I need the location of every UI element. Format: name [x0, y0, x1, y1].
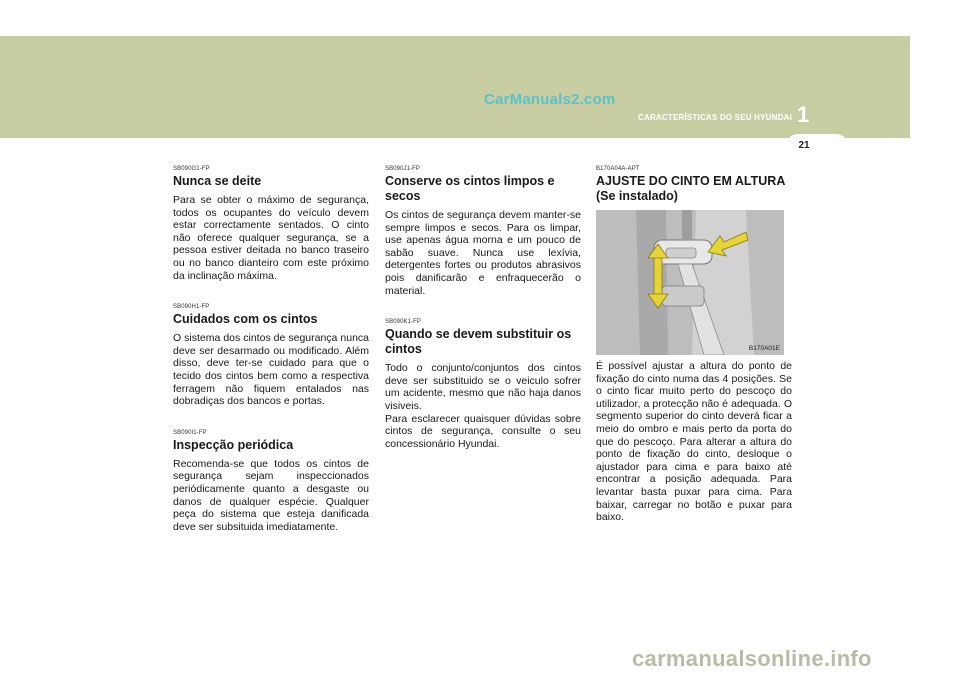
seatbelt-illustration — [596, 210, 784, 355]
page-number: 21 — [798, 140, 810, 151]
section-code: SB090G1-FP — [173, 166, 210, 172]
section-code: SB090J1-FP — [385, 166, 421, 172]
section-heading: Inspecção periódica — [173, 437, 294, 452]
section-body: É possível ajustar a altura do ponto de fixação do cinto numa das 4 posições. Se o cinto ficar muito perto do pescoço do utilizador, a protecção não é adequada. O segmento superior do cinto deverá ficar a meio do ombro e mais perto da porta do que do pescoço. Para alterar a altura do ponto de fixação do cinto, desloque o ajustador para cima e para baixo até encontrar a posição adequada. Para levantar basta puxar para cima. Para baixar, carregar no botão e puxar para baixo. — [596, 360, 792, 524]
watermark-link[interactable]: CarManuals2.com — [484, 91, 616, 108]
section-heading: Cuidados com os cintos — [173, 312, 318, 327]
section-belt-care — [173, 304, 369, 408]
text-column-2 — [385, 166, 581, 472]
section-never-lie-down — [173, 166, 369, 282]
section-body: Recomenda-se que todos os cintos de segurança sejam inspeccionados periódicamente quanto a desgaste ou danos de qualquer espécie. Qualquer peça do sistema que esteja danificada deve ser subsituida imediatamente. — [173, 457, 369, 533]
section-replace-belts — [385, 319, 581, 450]
section-code: B170A04A-APT — [596, 166, 640, 172]
section-periodic-inspection — [173, 430, 369, 534]
header-band — [0, 36, 910, 138]
section-body: Para se obter o máximo de segurança, todos os ocupantes do veículo devem estar correctamente sentados. O cinto não oferece qualquer segurança, se a pessoa estiver deitada no banco traseiro ou no banco dianteiro com este próximo da inclinação máxima. — [173, 194, 369, 282]
text-column-1 — [173, 166, 369, 555]
right-margin — [910, 36, 960, 678]
figure-label: B170A01E — [748, 345, 780, 352]
text-column-3 — [596, 166, 792, 546]
section-heading: AJUSTE DO CINTO EM ALTURA (Se instalado) — [596, 174, 785, 203]
chapter-number: 1 — [797, 102, 810, 127]
section-height-adjust — [596, 166, 792, 524]
belt-height-figure — [596, 210, 784, 355]
section-body: Os cintos de segurança devem manter-se sempre limpos e secos. Para os limpar, use apenas água morna e um pouco de sabão suave. Nunca use lexívia, detergentes fortes ou produtos abrasivos pois danificarão e enfraquecerão o material. — [385, 209, 581, 297]
section-heading: Nunca se deite — [173, 174, 262, 188]
section-code: SB090K1-FP — [385, 319, 422, 326]
chapter-title: CARACTERÍSTICAS DO SEU HYUNDAI — [637, 113, 792, 122]
section-keep-clean — [385, 166, 581, 297]
top-margin — [0, 0, 960, 36]
section-heading: Quando se devem substituir os cintos — [385, 327, 572, 357]
section-heading: Conserve os cintos limpos e secos — [385, 174, 555, 203]
section-code: SB090I1-FP — [173, 429, 207, 436]
section-body: Todo o conjunto/conjuntos dos cintos deve ser substituido se o veiculo sofrer um acidente, mesmo que não haja danos visiveis. Para esclarecer quaisquer dúvidas sobre cintos de segurança, consulte o seu concessionário Hyundai. — [385, 362, 581, 450]
section-body: O sistema dos cintos de segurança nunca deve ser desarmado ou modificado. Além disso, deve ter-se cuidado para que o tecido dos cintos bem como a respectiva ferragem não fiquem entalados nas dobradiças dos bancos e portas. — [173, 332, 369, 408]
watermark-footer: carmanualsonline.info — [632, 646, 872, 671]
section-code: SB090H1-FP — [173, 304, 210, 311]
